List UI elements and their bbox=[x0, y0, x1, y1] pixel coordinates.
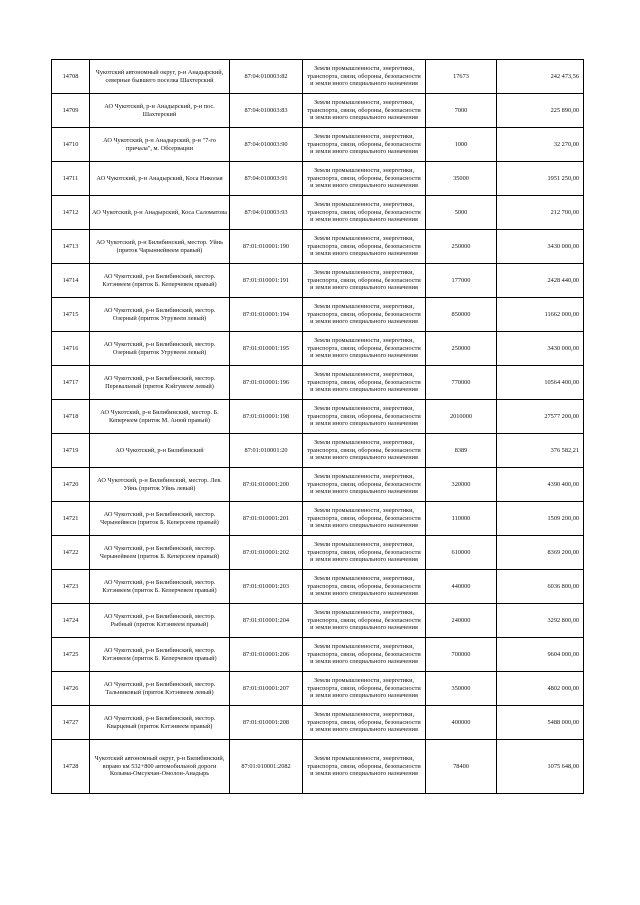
cadastral-value-cell: 3430 000,00 bbox=[497, 230, 584, 264]
address-cell: АО Чукотский, р-н Билибинский, местор. Уйнь (приток Чарыннейвеем правый) bbox=[90, 230, 230, 264]
row-number-cell: 14725 bbox=[52, 638, 90, 672]
cadastral-number-cell: 87:04:010003:91 bbox=[230, 162, 303, 196]
table-row bbox=[52, 502, 584, 536]
row-number-cell: 14720 bbox=[52, 468, 90, 502]
row-number-cell: 14708 bbox=[52, 60, 90, 94]
cadastral-value-cell: 8369 200,00 bbox=[497, 536, 584, 570]
row-number-cell: 14723 bbox=[52, 570, 90, 604]
cadastral-number-cell: 87:01:010001:195 bbox=[230, 332, 303, 366]
cadastral-value-cell: 27577 200,00 bbox=[497, 400, 584, 434]
land-category-cell: Земли промышленности, энергетики, транспорта, связи, обороны, безопасности и земли иного специального назначения bbox=[303, 434, 426, 468]
land-category-cell: Земли промышленности, энергетики, транспорта, связи, обороны, безопасности и земли иного специального назначения bbox=[303, 366, 426, 400]
address-cell: АО Чукотский, р-н Анадырский, р-н пос. Шахтерский bbox=[90, 94, 230, 128]
area-cell: 850000 bbox=[426, 298, 497, 332]
address-cell: АО Чукотский, р-н Билибинский, местор. Кэтэнвеем (приток Б. Кеперчевем правый) bbox=[90, 638, 230, 672]
row-number-cell: 14712 bbox=[52, 196, 90, 230]
area-cell: 17673 bbox=[426, 60, 497, 94]
cadastral-number-cell: 87:01:010001:204 bbox=[230, 604, 303, 638]
cadastral-value-cell: 225 890,00 bbox=[497, 94, 584, 128]
area-cell: 5000 bbox=[426, 196, 497, 230]
table-row bbox=[52, 94, 584, 128]
cadastral-number-cell: 87:01:010001:201 bbox=[230, 502, 303, 536]
cadastral-value-cell: 242 473,56 bbox=[497, 60, 584, 94]
land-category-cell: Земли промышленности, энергетики, транспорта, связи, обороны, безопасности и земли иного специального назначения bbox=[303, 468, 426, 502]
table-row bbox=[52, 196, 584, 230]
address-cell: Чукотский автономный округ, р-н Билибинский, вправо км 532+800 автомобильной дороги Колыма-Омсукчан-Омолон-Анадырь bbox=[90, 740, 230, 794]
cadastral-number-cell: 87:01:010001:194 bbox=[230, 298, 303, 332]
table-row bbox=[52, 366, 584, 400]
row-number-cell: 14716 bbox=[52, 332, 90, 366]
table-row bbox=[52, 230, 584, 264]
cadastral-value-cell: 10564 400,00 bbox=[497, 366, 584, 400]
cadastral-number-cell: 87:04:010003:83 bbox=[230, 94, 303, 128]
address-cell: АО Чукотский, р-н Билибинский, местор. Б. Кеперчеем (приток М. Анюй правый) bbox=[90, 400, 230, 434]
cadastral-number-cell: 87:04:010003:93 bbox=[230, 196, 303, 230]
land-category-cell: Земли промышленности, энергетики, транспорта, связи, обороны, безопасности и земли иного специального назначения bbox=[303, 502, 426, 536]
area-cell: 240000 bbox=[426, 604, 497, 638]
land-category-cell: Земли промышленности, энергетики, транспорта, связи, обороны, безопасности и земли иного специального назначения bbox=[303, 604, 426, 638]
cadastral-value-cell: 5488 000,00 bbox=[497, 706, 584, 740]
land-category-cell: Земли промышленности, энергетики, транспорта, связи, обороны, безопасности и земли иного специального назначения bbox=[303, 740, 426, 794]
address-cell: АО Чукотский, р-н Билибинский, местор. Кэтэнвеем (приток Б. Кеперчевем правый) bbox=[90, 570, 230, 604]
area-cell: 35000 bbox=[426, 162, 497, 196]
cadastral-number-cell: 87:01:010001:20 bbox=[230, 434, 303, 468]
table-row bbox=[52, 638, 584, 672]
address-cell: АО Чукотский, р-н Анадырский, Коса Николая bbox=[90, 162, 230, 196]
area-cell: 700000 bbox=[426, 638, 497, 672]
table-row bbox=[52, 706, 584, 740]
address-cell: АО Чукотский, р-н Билибинский, местор. Рыбный (приток Кэтэнвеем правый) bbox=[90, 604, 230, 638]
area-cell: 7000 bbox=[426, 94, 497, 128]
land-category-cell: Земли промышленности, энергетики, транспорта, связи, обороны, безопасности и земли иного специального назначения bbox=[303, 332, 426, 366]
cadastral-value-cell: 1075 648,00 bbox=[497, 740, 584, 794]
cadastral-number-cell: 87:04:010003:82 bbox=[230, 60, 303, 94]
area-cell: 350000 bbox=[426, 672, 497, 706]
address-cell: АО Чукотский, р-н Билибинский, местор. Лев. Уйнь (приток Уйнь левый) bbox=[90, 468, 230, 502]
cadastral-number-cell: 87:01:010001:203 bbox=[230, 570, 303, 604]
table-row bbox=[52, 570, 584, 604]
table-row bbox=[52, 332, 584, 366]
area-cell: 1000 bbox=[426, 128, 497, 162]
cadastral-value-cell: 4390 400,00 bbox=[497, 468, 584, 502]
row-number-cell: 14719 bbox=[52, 434, 90, 468]
land-category-cell: Земли промышленности, энергетики, транспорта, связи, обороны, безопасности и земли иного специального назначения bbox=[303, 264, 426, 298]
address-cell: АО Чукотский, р-н Билибинский, местор. Кварцевый (приток Кэтэнвеем правый) bbox=[90, 706, 230, 740]
row-number-cell: 14710 bbox=[52, 128, 90, 162]
cadastral-value-cell: 4802 000,00 bbox=[497, 672, 584, 706]
land-category-cell: Земли промышленности, энергетики, транспорта, связи, обороны, безопасности и земли иного специального назначения bbox=[303, 60, 426, 94]
row-number-cell: 14714 bbox=[52, 264, 90, 298]
table-row bbox=[52, 264, 584, 298]
area-cell: 400000 bbox=[426, 706, 497, 740]
table-row bbox=[52, 672, 584, 706]
address-cell: АО Чукотский, р-н Билибинский bbox=[90, 434, 230, 468]
cadastral-number-cell: 87:01:010001:208 bbox=[230, 706, 303, 740]
table-body bbox=[52, 60, 584, 794]
land-category-cell: Земли промышленности, энергетики, транспорта, связи, обороны, безопасности и земли иного специального назначения bbox=[303, 230, 426, 264]
cadastral-value-cell: 6036 800,00 bbox=[497, 570, 584, 604]
address-cell: АО Чукотский, р-н Билибинский, местор. Перевальный (приток Кэйгувеем левый) bbox=[90, 366, 230, 400]
address-cell: АО Чукотский, р-н Билибинский, местор. Озерный (приток Угрувеем левый) bbox=[90, 298, 230, 332]
cadastral-value-cell: 3430 000,00 bbox=[497, 332, 584, 366]
row-number-cell: 14726 bbox=[52, 672, 90, 706]
cadastral-value-cell: 1509 200,00 bbox=[497, 502, 584, 536]
row-number-cell: 14713 bbox=[52, 230, 90, 264]
row-number-cell: 14721 bbox=[52, 502, 90, 536]
area-cell: 110000 bbox=[426, 502, 497, 536]
land-category-cell: Земли промышленности, энергетики, транспорта, связи, обороны, безопасности и земли иного специального назначения bbox=[303, 638, 426, 672]
area-cell: 177000 bbox=[426, 264, 497, 298]
cadastral-value-cell: 3292 800,00 bbox=[497, 604, 584, 638]
area-cell: 440000 bbox=[426, 570, 497, 604]
cadastral-value-cell: 11662 000,00 bbox=[497, 298, 584, 332]
cadastral-value-cell: 212 700,00 bbox=[497, 196, 584, 230]
cadastral-value-cell: 9604 000,00 bbox=[497, 638, 584, 672]
cadastral-number-cell: 87:04:010003:90 bbox=[230, 128, 303, 162]
address-cell: АО Чукотский, р-н Анадырский, Коса Саломатова bbox=[90, 196, 230, 230]
land-category-cell: Земли промышленности, энергетики, транспорта, связи, обороны, безопасности и земли иного специального назначения bbox=[303, 536, 426, 570]
address-cell: АО Чукотский, р-н Билибинский, местор. Кэтэнвеем (приток Б. Кеперчевем правый) bbox=[90, 264, 230, 298]
cadastral-number-cell: 87:01:010001:198 bbox=[230, 400, 303, 434]
land-category-cell: Земли промышленности, энергетики, транспорта, связи, обороны, безопасности и земли иного специального назначения bbox=[303, 94, 426, 128]
area-cell: 8389 bbox=[426, 434, 497, 468]
table-row bbox=[52, 400, 584, 434]
cadastral-number-cell: 87:01:010001:207 bbox=[230, 672, 303, 706]
area-cell: 250000 bbox=[426, 230, 497, 264]
land-register-sheet bbox=[51, 59, 583, 794]
address-cell: АО Чукотский, р-н Билибинский, местор. Черынейвеем (приток Б. Кеперсеем правый) bbox=[90, 536, 230, 570]
row-number-cell: 14727 bbox=[52, 706, 90, 740]
cadastral-number-cell: 87:01:010001:202 bbox=[230, 536, 303, 570]
area-cell: 320000 bbox=[426, 468, 497, 502]
table-row bbox=[52, 434, 584, 468]
cadastral-number-cell: 87:01:010001:191 bbox=[230, 264, 303, 298]
table-row bbox=[52, 536, 584, 570]
row-number-cell: 14728 bbox=[52, 740, 90, 794]
land-category-cell: Земли промышленности, энергетики, транспорта, связи, обороны, безопасности и земли иного специального назначения bbox=[303, 400, 426, 434]
row-number-cell: 14715 bbox=[52, 298, 90, 332]
cadastral-value-cell: 1951 250,00 bbox=[497, 162, 584, 196]
table-row bbox=[52, 740, 584, 794]
row-number-cell: 14724 bbox=[52, 604, 90, 638]
address-cell: АО Чукотский, р-н Билибинский, местор. Черынейвеси (приток Б. Кеперсеем правый) bbox=[90, 502, 230, 536]
row-number-cell: 14711 bbox=[52, 162, 90, 196]
table-row bbox=[52, 162, 584, 196]
cadastral-number-cell: 87:01:010001:200 bbox=[230, 468, 303, 502]
address-cell: АО Чукотский, р-н Билибинский, местор. Озерный (приток Угрувеем левый) bbox=[90, 332, 230, 366]
land-category-cell: Земли промышленности, энергетики, транспорта, связи, обороны, безопасности и земли иного специального назначения bbox=[303, 162, 426, 196]
address-cell: АО Чукотский, р-н Билибинский, местор. Тальниковый (приток Кэтэнвеем левый) bbox=[90, 672, 230, 706]
cadastral-number-cell: 87:01:010001:190 bbox=[230, 230, 303, 264]
cadastral-number-cell: 87:01:010001:196 bbox=[230, 366, 303, 400]
table-row bbox=[52, 60, 584, 94]
table-row bbox=[52, 604, 584, 638]
row-number-cell: 14718 bbox=[52, 400, 90, 434]
cadastral-value-cell: 376 582,21 bbox=[497, 434, 584, 468]
land-category-cell: Земли промышленности, энергетики, транспорта, связи, обороны, безопасности и земли иного специального назначения bbox=[303, 128, 426, 162]
table-row bbox=[52, 468, 584, 502]
row-number-cell: 14717 bbox=[52, 366, 90, 400]
cadastral-value-cell: 32 270,00 bbox=[497, 128, 584, 162]
land-category-cell: Земли промышленности, энергетики, транспорта, связи, обороны, безопасности и земли иного специального назначения bbox=[303, 570, 426, 604]
row-number-cell: 14722 bbox=[52, 536, 90, 570]
land-register-table bbox=[51, 59, 584, 794]
address-cell: АО Чукотский, р-н Анадырский, р-н "7-го причала", м. Обсервации bbox=[90, 128, 230, 162]
row-number-cell: 14709 bbox=[52, 94, 90, 128]
area-cell: 2010000 bbox=[426, 400, 497, 434]
area-cell: 610000 bbox=[426, 536, 497, 570]
cadastral-value-cell: 2428 440,00 bbox=[497, 264, 584, 298]
address-cell: Чукотский автономный округ, р-н Анадырский, северные бывшего поселка Шахтерский bbox=[90, 60, 230, 94]
land-category-cell: Земли промышленности, энергетики, транспорта, связи, обороны, безопасности и земли иного специального назначения bbox=[303, 672, 426, 706]
cadastral-number-cell: 87:01:010001:2082 bbox=[230, 740, 303, 794]
area-cell: 770000 bbox=[426, 366, 497, 400]
table-row bbox=[52, 298, 584, 332]
table-row bbox=[52, 128, 584, 162]
area-cell: 78400 bbox=[426, 740, 497, 794]
land-category-cell: Земли промышленности, энергетики, транспорта, связи, обороны, безопасности и земли иного специального назначения bbox=[303, 706, 426, 740]
land-category-cell: Земли промышленности, энергетики, транспорта, связи, обороны, безопасности и земли иного специального назначения bbox=[303, 196, 426, 230]
area-cell: 250000 bbox=[426, 332, 497, 366]
cadastral-number-cell: 87:01:010001:206 bbox=[230, 638, 303, 672]
land-category-cell: Земли промышленности, энергетики, транспорта, связи, обороны, безопасности и земли иного специального назначения bbox=[303, 298, 426, 332]
